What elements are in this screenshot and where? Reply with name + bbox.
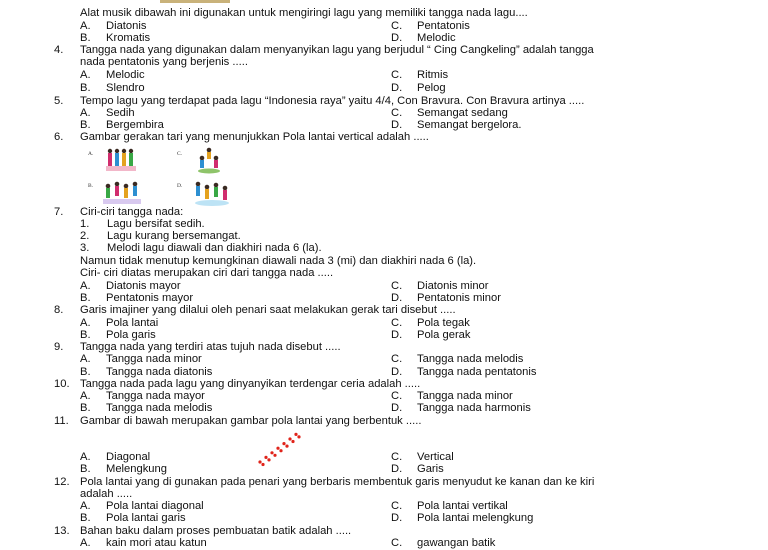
option-a: A. Pola lantai xyxy=(80,317,159,329)
option-c: C. Pola tegak xyxy=(391,317,470,329)
option-c: C. Vertical xyxy=(391,451,454,463)
floor-pattern-dot xyxy=(282,442,285,445)
question-8-number: 8. xyxy=(54,304,64,316)
image-label-b: B. xyxy=(88,183,94,189)
question-12-stem-line2: adalah ..... xyxy=(80,488,133,500)
image-label-c: C. xyxy=(177,151,183,157)
question-4-stem-line2: nada pentatonis yang berjenis ..... xyxy=(80,56,248,68)
question-4-stem-line1: Tangga nada yang digunakan dalam menyanyikan lagu yang berjudul “ Cing Cangkeling” adalah tangga xyxy=(80,44,594,56)
option-d: D. Pelog xyxy=(391,82,446,94)
question-10-stem: Tangga nada pada lagu yang dinyanyikan terdengar ceria adalah ..... xyxy=(80,378,421,390)
dance-image-d xyxy=(192,179,232,207)
option-b: B. Slendro xyxy=(80,82,145,94)
option-b: B. Kromatis xyxy=(80,32,151,44)
floor-pattern-dot xyxy=(270,451,273,454)
dance-image-b xyxy=(100,180,144,206)
option-b: B. Bergembira xyxy=(80,119,164,131)
option-b: B. Tangga nada diatonis xyxy=(80,366,213,378)
question-4-number: 4. xyxy=(54,44,64,56)
option-c: C. Diatonis minor xyxy=(391,280,489,292)
top-decoration xyxy=(160,0,230,3)
option-d: D. Garis xyxy=(391,463,444,475)
question-5-stem: Tempo lagu yang terdapat pada lagu “Indonesia raya” yaitu 4/4, Con Bravura. Con Bravura artinya ..... xyxy=(80,95,585,107)
floor-pattern-dot xyxy=(264,456,267,459)
floor-pattern-dot xyxy=(279,449,282,452)
floor-pattern-dot xyxy=(261,463,264,466)
dancers-diagonal-image xyxy=(195,182,229,206)
floor-pattern-dot xyxy=(297,435,300,438)
dancers-group-image xyxy=(198,148,220,174)
option-b: B. Melengkung xyxy=(80,463,167,475)
question-13-stem: Bahan baku dalam proses pembuatan batik adalah ..... xyxy=(80,525,352,537)
option-a: A. Sedih xyxy=(80,107,135,119)
option-c: C. Semangat sedang xyxy=(391,107,508,119)
option-d: D. Pola gerak xyxy=(391,329,471,341)
option-c: C. Ritmis xyxy=(391,69,449,81)
question-12-stem-line1: Pola lantai yang di gunakan pada penari yang berbaris membentuk garis menyudut ke kanan dan ke kiri xyxy=(80,476,595,488)
floor-pattern-dot xyxy=(276,447,279,450)
question-3-stem: Alat musik dibawah ini digunakan untuk mengiringi lagu yang memiliki tangga nada lagu.... xyxy=(80,7,528,19)
option-a: A. Melodic xyxy=(80,69,145,81)
question-7-number: 7. xyxy=(54,206,64,218)
floor-pattern-dot xyxy=(285,445,288,448)
list-item: 1. Lagu bersifat sedih. xyxy=(80,218,205,230)
option-d: D. Tangga nada harmonis xyxy=(391,402,531,414)
dancers-vertical-line-image xyxy=(106,149,136,171)
question-7-note-1: Namun tidak menutup kemungkinan diawali nada 3 (mi) dan diakhiri nada 6 (la). xyxy=(80,255,477,267)
option-a: A. kain mori atau katun xyxy=(80,537,207,549)
floor-pattern-dot xyxy=(273,454,276,457)
option-b: B. Pola lantai garis xyxy=(80,512,186,524)
question-11-number: 11. xyxy=(54,415,69,427)
question-10-number: 10. xyxy=(54,378,70,390)
option-a: A. Tangga nada mayor xyxy=(80,390,205,402)
option-c: C. Tangga nada minor xyxy=(391,390,513,402)
option-a: A. Diatonis mayor xyxy=(80,280,181,292)
option-b: B. Pola garis xyxy=(80,329,156,341)
floor-pattern-dots xyxy=(254,428,306,468)
list-item: 3. Melodi lagu diawali dan diakhiri nada 6 (la). xyxy=(80,242,322,254)
question-6-stem: Gambar gerakan tari yang menunjukkan Pola lantai vertical adalah ..... xyxy=(80,131,429,143)
question-9-number: 9. xyxy=(54,341,64,353)
floor-pattern-dot xyxy=(288,437,291,440)
option-d: D. Pola lantai melengkung xyxy=(391,512,534,524)
question-7-note-2: Ciri- ciri diatas merupakan ciri dari tangga nada ..... xyxy=(80,267,334,279)
question-8-stem: Garis imajiner yang dilalui oleh penari saat melakukan gerak tari disebut ..... xyxy=(80,304,456,316)
option-d: D. Semangat bergelora. xyxy=(391,119,522,131)
floor-pattern-dot xyxy=(291,440,294,443)
option-a: A. Diatonis xyxy=(80,20,147,32)
option-c: C. gawangan batik xyxy=(391,537,496,549)
floor-pattern-dot xyxy=(267,458,270,461)
option-d: D. Tangga nada pentatonis xyxy=(391,366,537,378)
option-d: D. Melodic xyxy=(391,32,456,44)
question-7-stem: Ciri-ciri tangga nada: xyxy=(80,206,184,218)
option-c: C. Pentatonis xyxy=(391,20,470,32)
dancers-circle-image xyxy=(103,182,141,204)
option-b: B. Pentatonis mayor xyxy=(80,292,194,304)
option-a: A. Tangga nada minor xyxy=(80,353,202,365)
image-label-d: D. xyxy=(177,183,183,189)
option-b: B. Tangga nada melodis xyxy=(80,402,213,414)
floor-pattern-dot xyxy=(294,433,297,436)
question-9-stem: Tangga nada yang terdiri atas tujuh nada disebut ..... xyxy=(80,341,341,353)
question-11-stem: Gambar di bawah merupakan gambar pola lantai yang berbentuk ..... xyxy=(80,415,422,427)
dance-image-c xyxy=(196,146,222,174)
floor-pattern-dot xyxy=(258,460,261,463)
option-c: C. Tangga nada melodis xyxy=(391,353,524,365)
question-12-number: 12. xyxy=(54,476,70,488)
dance-image-a xyxy=(104,147,140,173)
diagonal-dot-pattern xyxy=(254,428,306,468)
question-6-number: 6. xyxy=(54,131,64,143)
option-d: D. Pentatonis minor xyxy=(391,292,501,304)
list-item: 2. Lagu kurang bersemangat. xyxy=(80,230,241,242)
question-5-number: 5. xyxy=(54,95,64,107)
question-13-number: 13. xyxy=(54,525,70,537)
option-a: A. Diagonal xyxy=(80,451,151,463)
image-label-a: A. xyxy=(88,151,94,157)
option-c: C. Pola lantai vertikal xyxy=(391,500,508,512)
option-a: A. Pola lantai diagonal xyxy=(80,500,204,512)
